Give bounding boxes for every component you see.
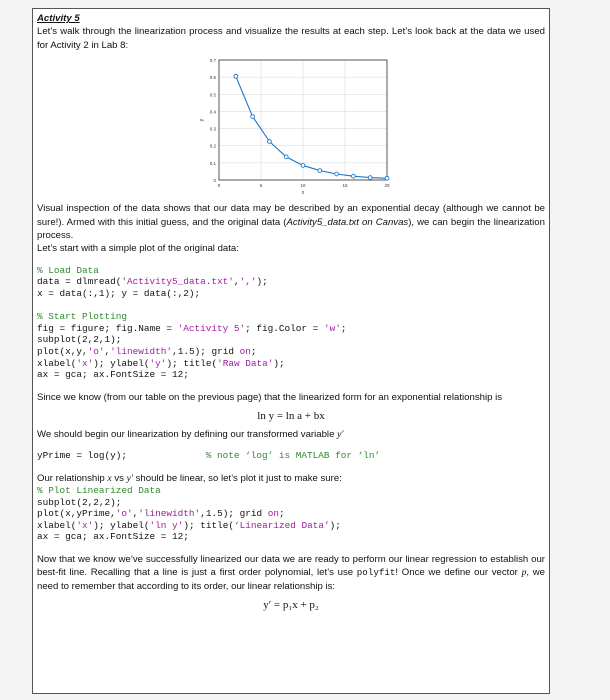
code-text: ); title( — [183, 519, 234, 531]
code-text: plot(x,y, — [37, 346, 88, 357]
y-tick-label: 0.1 — [209, 161, 216, 167]
code-text: ); — [273, 357, 285, 369]
y-tick-label: 0.7 — [209, 58, 216, 64]
code-text: ax = gca; ax.FontSize = 12; — [37, 531, 189, 543]
code-text: , — [233, 276, 240, 288]
x-axis-label: x — [301, 190, 305, 197]
code-text: , — [104, 346, 111, 357]
data-file-name: Activity5_data.txt on Canvas — [286, 216, 409, 228]
para4-text-a: Our relationship — [37, 472, 108, 484]
x-tick-label: 15 — [342, 183, 348, 189]
code-text: ,1.5); grid — [200, 508, 268, 520]
para5-text-b: ! Once we define our vector — [395, 567, 522, 579]
raw-data-chart — [195, 54, 395, 202]
code-block-linearized-plot — [37, 485, 545, 543]
intro-paragraph: Let’s walk through the linearization process and visualize the results at each step. Let’s look back at the data we used for Activity 2 in Lab 8: — [37, 26, 545, 51]
code-text: ; — [278, 508, 285, 520]
code-line — [37, 369, 545, 381]
code-text: ); ylabel( — [93, 357, 150, 369]
x-var: x — [107, 472, 112, 484]
code-text: data = dlmread( — [37, 276, 122, 288]
data-point — [251, 115, 255, 119]
code-comment: % Start Plotting — [37, 311, 128, 323]
code-string: 'Activity 5' — [177, 322, 246, 334]
y-tick-label: 0.4 — [209, 109, 216, 115]
code-string: ‘Linearized Data’ — [233, 519, 330, 531]
code-text: ); — [329, 519, 341, 531]
code-text: subplot(2,2,2); — [37, 496, 122, 508]
code-string: on — [239, 346, 251, 357]
code-string: 'x' — [76, 519, 94, 531]
code-line — [37, 276, 545, 288]
code-text: ); — [256, 276, 268, 288]
para3-text: We should begin our linearization by defining our transformed variable — [37, 428, 338, 440]
code-text: ax = gca; ax.FontSize = 12; — [37, 369, 189, 381]
code-string: 'o' — [115, 508, 133, 520]
code-line — [37, 450, 545, 462]
data-point — [385, 177, 389, 181]
equation-ln-form: ln y = ln a + bx — [257, 410, 325, 423]
code-line — [37, 300, 545, 312]
code-text: ,1.5); grid — [172, 346, 240, 357]
code-line — [37, 497, 545, 509]
equation-linear-form: y′ = p₁x + p₂ — [263, 599, 319, 612]
code-string: on — [267, 508, 279, 520]
code-string: 'Raw Data' — [217, 357, 274, 369]
para5-text-a: Now that we know we’ve successfully linearized our data we are ready to perform our linear regression to establish our best-fit line. Recalling that a line is just a first order polynomial, let’s use — [37, 553, 545, 579]
paragraph-transformed-variable — [37, 428, 545, 441]
code-line — [37, 334, 545, 346]
y-prime-var-2: y′ — [126, 472, 133, 484]
paragraph-linearized-form: Since we know (from our table on the previous page) that the linearized form for an exponential relationship is — [37, 391, 503, 403]
code-string: 'linewidth' — [138, 508, 201, 520]
code-text: fig = figure; fig.Name = — [37, 322, 178, 334]
code-text: ; — [340, 322, 347, 334]
x-tick-label: 10 — [300, 183, 306, 189]
code-text: ); ylabel( — [93, 519, 150, 531]
code-line — [37, 346, 545, 358]
code-line — [37, 323, 545, 335]
code-string: 'linewidth' — [110, 346, 173, 357]
data-point — [368, 176, 372, 180]
activity-title: Activity 5 — [37, 13, 80, 24]
y-tick-label: 0.5 — [209, 92, 216, 98]
code-text: ; — [250, 346, 257, 357]
code-text: xlabel( — [37, 357, 77, 369]
code-string: 'o' — [87, 346, 105, 357]
code-block-yprime — [37, 450, 545, 462]
code-comment: % note ‘log’ is MATLAB for ‘ln’ — [205, 450, 381, 461]
y-tick-label: 0.6 — [209, 75, 216, 81]
para4-text-c: should be linear, so let’s plot it just to make sure: — [132, 472, 342, 484]
code-text: yPrime = log(y); — [37, 450, 206, 461]
x-tick-label: 0 — [217, 183, 221, 189]
data-point — [318, 169, 322, 173]
code-string: 'x' — [76, 357, 94, 369]
para5-text-c: , we need to remember that according to its order, our linear relationship is: — [37, 567, 545, 592]
code-string: 'Activity5_data.txt' — [121, 276, 234, 288]
x-tick-label: 20 — [384, 183, 390, 189]
polyfit-code: polyfit — [356, 567, 396, 579]
code-line — [37, 288, 545, 300]
code-text: ); title( — [166, 357, 218, 369]
code-comment: % Load Data — [37, 264, 99, 276]
para1-text-b: ), we can begin the linearization process. — [37, 216, 545, 242]
para1-text-a: Visual inspection of the data shows that our data may be described by an exponential decay (although we cannot be sure!). Armed with this initial guess, and the original data ( — [37, 203, 545, 228]
code-string: ',' — [239, 276, 257, 288]
y-tick-label: 0 — [213, 178, 216, 184]
y-tick-label: 0.3 — [209, 126, 216, 132]
code-text: xlabel( — [37, 519, 77, 531]
code-text: , — [132, 508, 139, 520]
code-text: subplot(2,2,1); — [37, 334, 122, 346]
y-axis-label: y — [199, 118, 205, 122]
data-point — [284, 155, 288, 159]
data-point — [234, 75, 238, 79]
code-string: 'y' — [149, 357, 167, 369]
code-line — [37, 520, 545, 532]
paragraph-simple-plot: Let’s start with a simple plot of the original data: — [37, 243, 239, 255]
x-tick-label: 5 — [259, 183, 263, 189]
code-line — [37, 531, 545, 543]
code-line — [37, 508, 545, 520]
data-point — [268, 140, 272, 144]
data-point — [335, 172, 339, 176]
paragraph-regression — [37, 553, 545, 593]
code-comment: % Plot Linearized Data — [37, 485, 161, 496]
data-point — [352, 175, 356, 179]
code-text: ; fig.Color = — [245, 322, 324, 334]
paragraph-visual-inspection — [37, 202, 545, 242]
code-block-load-plot — [37, 265, 545, 381]
code-line — [37, 485, 545, 497]
paragraph-plot-check — [37, 472, 545, 485]
para4-text-b: vs — [111, 472, 127, 484]
document-page — [32, 8, 550, 694]
code-line — [37, 265, 545, 277]
code-line — [37, 358, 545, 370]
p-var: p — [521, 567, 527, 579]
chart-svg — [195, 54, 395, 202]
code-string: 'w' — [323, 322, 341, 334]
y-tick-label: 0.2 — [209, 143, 216, 149]
code-text: plot(x,yPrime, — [37, 508, 116, 520]
code-line — [37, 311, 545, 323]
code-string: 'ln y' — [149, 519, 184, 531]
data-point — [301, 164, 305, 168]
code-text: x = data(:,1); y = data(:,2); — [37, 288, 201, 300]
y-prime-var: y′ — [337, 428, 344, 440]
